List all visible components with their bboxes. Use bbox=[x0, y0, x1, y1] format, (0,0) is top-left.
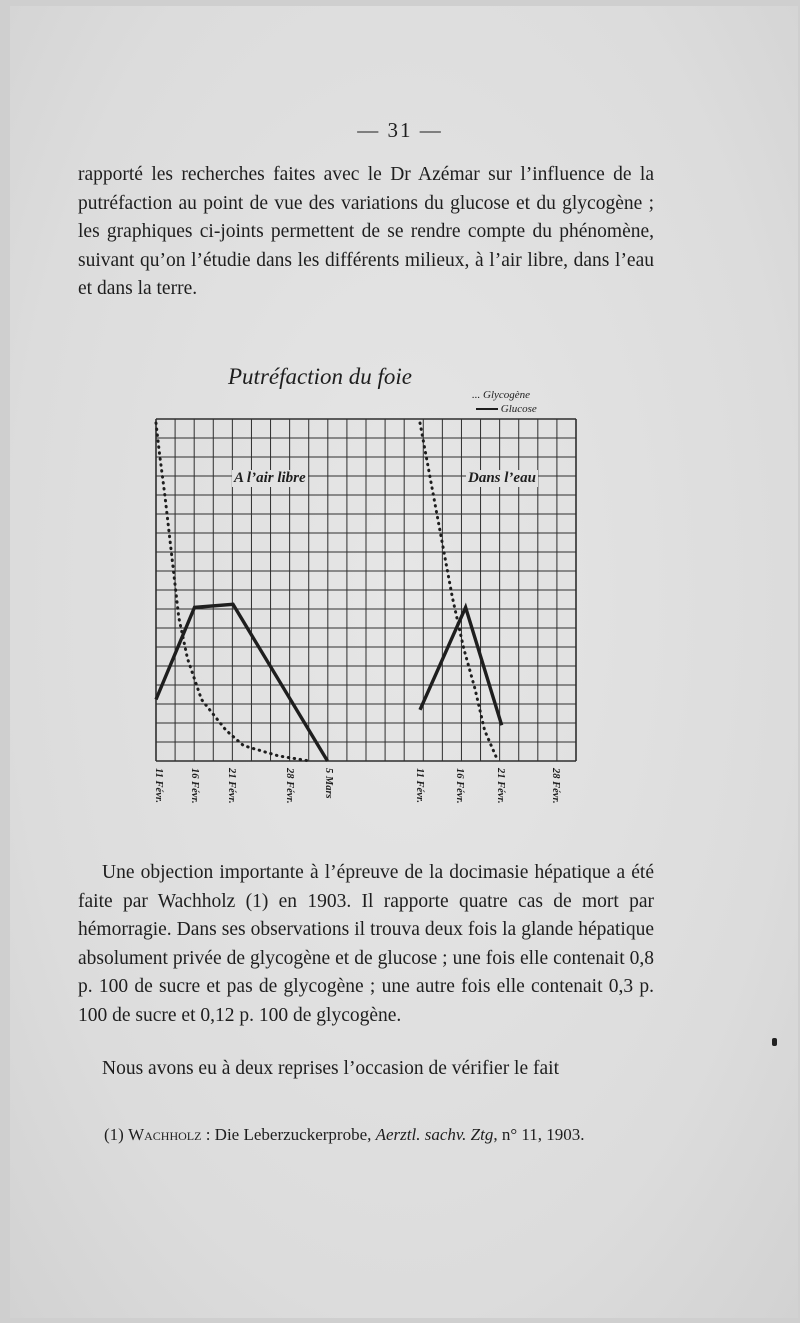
legend-glucose-label: Glucose bbox=[500, 403, 537, 415]
footnote-rest: , n° 11, 1903. bbox=[493, 1125, 585, 1144]
page-number: — 31 — bbox=[357, 118, 443, 142]
panel-label-air: A l’air libre bbox=[234, 470, 306, 486]
tick-label: 5 Mars bbox=[323, 768, 334, 799]
footnote-author: Wachholz bbox=[128, 1125, 202, 1144]
footnote-marker: (1) bbox=[104, 1125, 124, 1144]
paragraph-intro: rapporté les recherches faites avec le Dr Azémar sur l’influence de la putréfaction au point de vue des variations du glucose et du glycogène ; les graphiques ci-joints permettent de se rendre compte du phénomène, suivant qu’on l’étudie dans les différents milieux, à l’air libre, dans l’eau et dans la terre. bbox=[78, 164, 654, 300]
tick-label: 11 Févr. bbox=[153, 768, 164, 804]
paragraph-continuation: Nous avons eu à deux reprises l’occasion de vérifier le fait bbox=[102, 1058, 559, 1079]
footnote bbox=[90, 1122, 666, 1148]
legend-glycogene-label: Glycogène bbox=[483, 389, 531, 401]
tick-label: 21 Févr. bbox=[495, 768, 506, 804]
tick-label: 28 Févr. bbox=[284, 768, 295, 804]
tick-label: 16 Févr. bbox=[454, 768, 465, 804]
panel-label-eau: Dans l’eau bbox=[468, 470, 536, 486]
footnote-journal: Aerztl. sachv. Ztg bbox=[375, 1125, 494, 1144]
paragraph-objection: Une objection importante à l’épreuve de la docimasie hépatique a été faite par Wachholz (1) en 1903. Il rapporte quatre cas de mort par hémorragie. Dans ses observations il trouva deux fois la glande hépatique absolument privée de glycogène et de glucose ; une fois elle contenait 0,8 p. 100 de sucre et pas de glycogène ; une autre fois elle contenait 0,3 p. 100 de sucre et 0,12 p. 100 de glycogène. bbox=[78, 862, 654, 1026]
tick-label: 28 Févr. bbox=[550, 768, 561, 804]
tick-label: 16 Févr. bbox=[189, 768, 200, 804]
footnote-title: : Die Leberzuckerprobe, bbox=[201, 1125, 376, 1144]
tick-label: 21 Févr. bbox=[226, 768, 237, 804]
legend-glycogene: ... Glycogène bbox=[472, 389, 531, 401]
tick-label: 11 Févr. bbox=[414, 768, 425, 804]
margin-mark bbox=[772, 1038, 777, 1046]
chart-title: Putréfaction du foie bbox=[228, 364, 412, 389]
